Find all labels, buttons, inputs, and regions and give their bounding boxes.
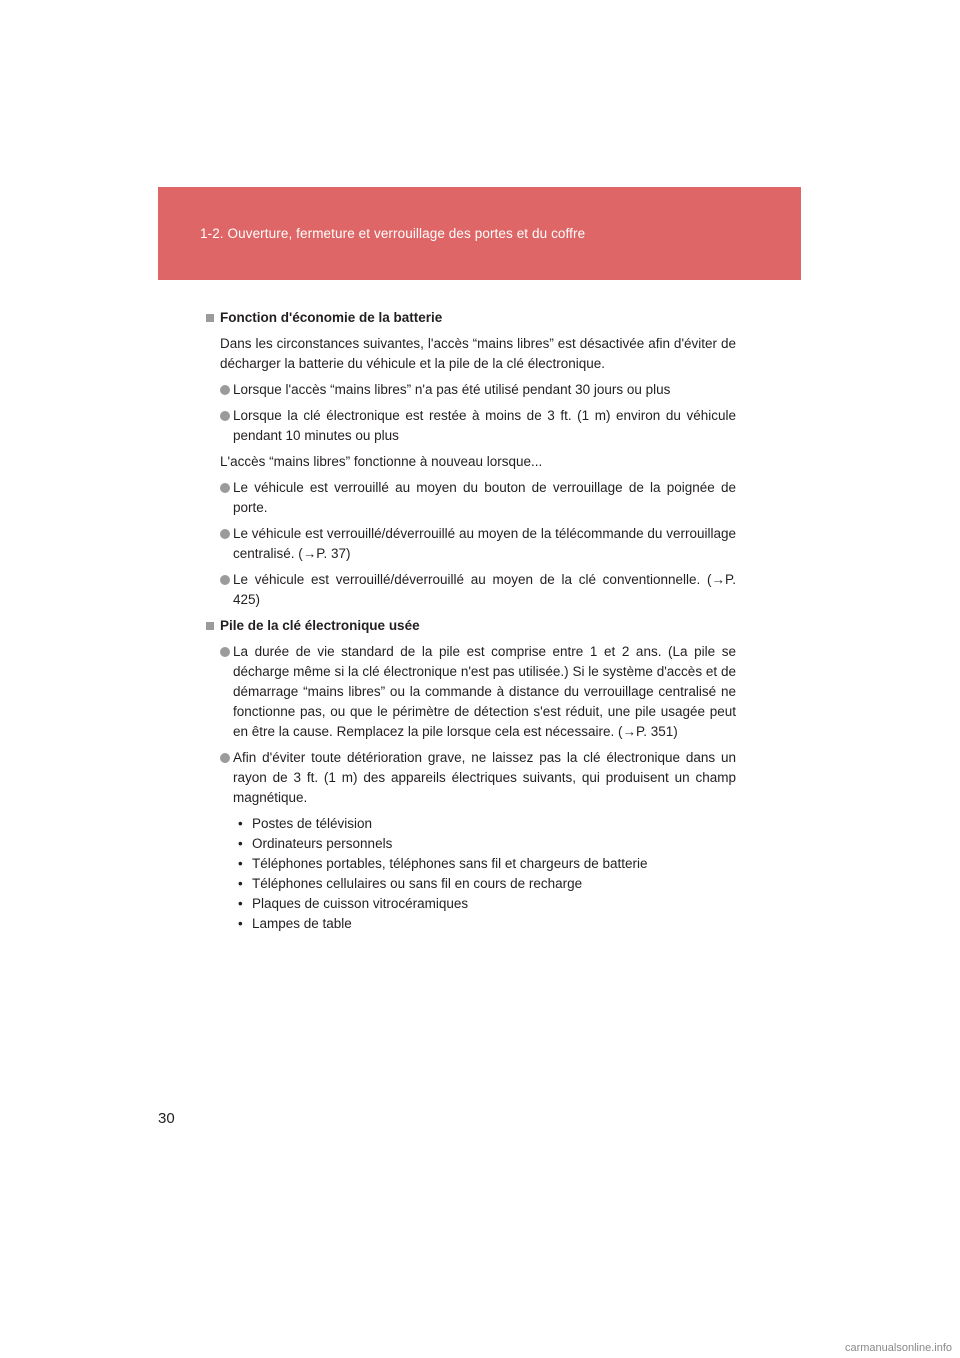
bullet-dot-icon (220, 411, 230, 421)
bullet-dot-icon (220, 483, 230, 493)
resume-text: L'accès “mains libres” fonctionne à nouveau lorsque... (220, 454, 543, 469)
appliance-item: • Lampes de table (233, 914, 736, 934)
chapter-title: 1-2. Ouverture, fermeture et verrouillage des portes et du coffre (200, 226, 586, 241)
bullet-dot-icon (220, 575, 230, 585)
section-heading-battery-saving: Fonction d'économie de la batterie (206, 308, 736, 328)
small-bullet-icon: • (238, 876, 243, 891)
section-heading-worn-battery: Pile de la clé électronique usée (206, 616, 736, 636)
small-bullet-icon: • (238, 816, 243, 831)
section-intro-text: Dans les circonstances suivantes, l'accès “mains libres” est désactivée afin d'éviter de décharger la batterie du véhicule et la pile de la clé électronique. (220, 336, 736, 371)
list-item: Le véhicule est verrouillé au moyen du bouton de verrouillage de la poignée de porte. (206, 478, 736, 518)
bullet-dot-icon (220, 647, 230, 657)
appliance-item: • Téléphones portables, téléphones sans fil et chargeurs de batterie (233, 854, 736, 874)
page-number: 30 (158, 1110, 175, 1127)
page-content (206, 308, 736, 940)
bullet-dot-icon (220, 753, 230, 763)
appliance-item: • Téléphones cellulaires ou sans fil en cours de recharge (233, 874, 736, 894)
appliance-item: • Plaques de cuisson vitrocéramiques (233, 894, 736, 914)
list-item: Le véhicule est verrouillé/déverrouillé au moyen de la clé conventionnelle. (→P. 425) (206, 570, 736, 610)
section-square-icon (206, 622, 214, 630)
small-bullet-icon: • (238, 896, 243, 911)
list-item: Lorsque la clé électronique est restée à moins de 3 ft. (1 m) environ du véhicule pendant 10 minutes ou plus (206, 406, 736, 446)
small-bullet-icon: • (238, 916, 243, 931)
bullet-dot-icon (220, 529, 230, 539)
list-item: Le véhicule est verrouillé/déverrouillé au moyen de la télécommande du verrouillage centralisé. (→P. 37) (206, 524, 736, 564)
small-bullet-icon: • (238, 856, 243, 871)
chapter-header-band (158, 187, 801, 280)
appliance-list (206, 814, 736, 934)
watermark-text: carmanualsonline.info (844, 1342, 952, 1354)
list-item: Lorsque l'accès “mains libres” n'a pas été utilisé pendant 30 jours ou plus (206, 380, 736, 400)
list-item: La durée de vie standard de la pile est comprise entre 1 et 2 ans. (La pile se décharge même si la clé électronique n'est pas utilisée.) Si le système d'accès et de démarrage “mains libres” ou la commande à distance du verrouillage centralisé ne fonctionne pas, ou que le périmètre de détection s'est réduit, une pile usagée peut en être la cause. Remplacez la pile lorsque cela est nécessaire. (→P. 351) (206, 642, 736, 742)
appliance-item: • Ordinateurs personnels (233, 834, 736, 854)
small-bullet-icon: • (238, 836, 243, 851)
section-square-icon (206, 314, 214, 322)
bullet-dot-icon (220, 385, 230, 395)
list-item: Afin d'éviter toute détérioration grave, ne laissez pas la clé électronique dans un rayon de 3 ft. (1 m) des appareils électriques suivants, qui produisent un champ magnétique. (206, 748, 736, 808)
appliance-item: • Postes de télévision (233, 814, 736, 834)
